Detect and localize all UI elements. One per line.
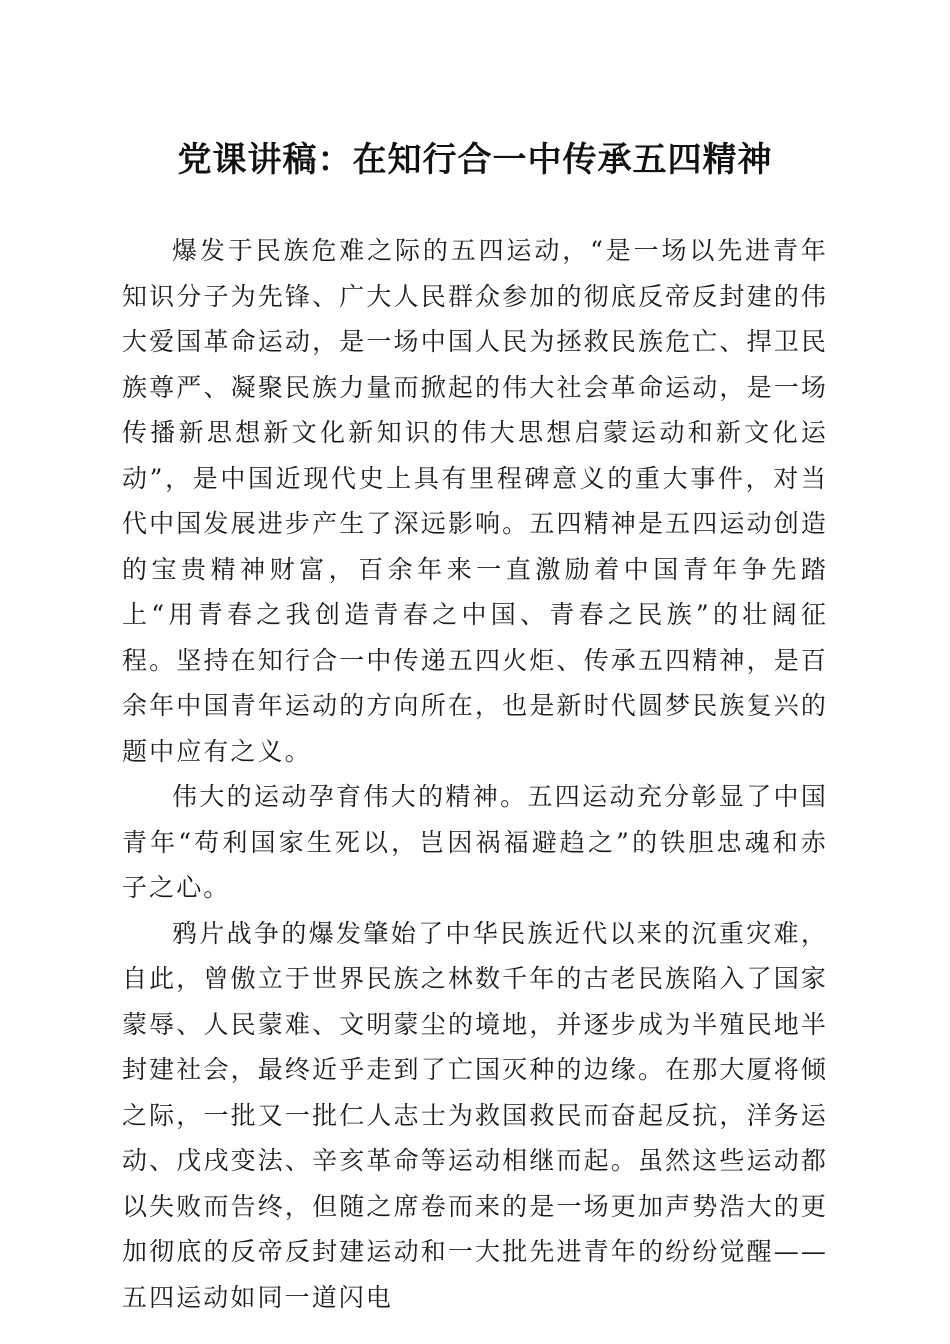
paragraph-2: 伟大的运动孕育伟大的精神。五四运动充分彰显了中国青年“苟利国家生死以，岂因祸福避趋之”的铁胆忠魂和赤子之心。 [122,782,828,902]
paragraph-1: 爆发于民族危难之际的五四运动，“是一场以先进青年知识分子为先锋、广大人民群众参加的彻底反帝反封建的伟大爱国革命运动，是一场中国人民为拯救民族危亡、捍卫民族尊严、凝聚民族力量而掀起的伟大社会革命运动，是一场传播新思想新文化新知识的伟大思想启蒙运动和新文化运动”，是中国近现代史上具有里程碑意义的重大事件，对当代中国发展进步产生了深远影响。五四精神是五四运动创造的宝贵精神财富，百余年来一直激励着中国青年争先踏上“用青春之我创造青春之中国、青春之民族”的壮阔征程。坚持在知行合一中传递五四火炬、传承五四精神，是百余年中国青年运动的方向所在，也是新时代圆梦民族复兴的题中应有之义。 [122,236,828,766]
paragraph-3: 鸦片战争的爆发肇始了中华民族近代以来的沉重灾难，自此，曾傲立于世界民族之林数千年的古老民族陷入了国家蒙辱、人民蒙难、文明蒙尘的境地，并逐步成为半殖民地半封建社会，最终近乎走到了亡国灭种的边缘。在那大厦将倾之际，一批又一批仁人志士为救国救民而奋起反抗，洋务运动、戊戌变法、辛亥革命等运动相继而起。虽然这些运动都以失败而告终，但随之席卷而来的是一场更加声势浩大的更加彻底的反帝反封建运动和一大批先进青年的纷纷觉醒——五四运动如同一道闪电 [122,918,828,1312]
document-title: 党课讲稿：在知行合一中传承五四精神 [177,140,773,180]
document-body [122,228,828,1320]
